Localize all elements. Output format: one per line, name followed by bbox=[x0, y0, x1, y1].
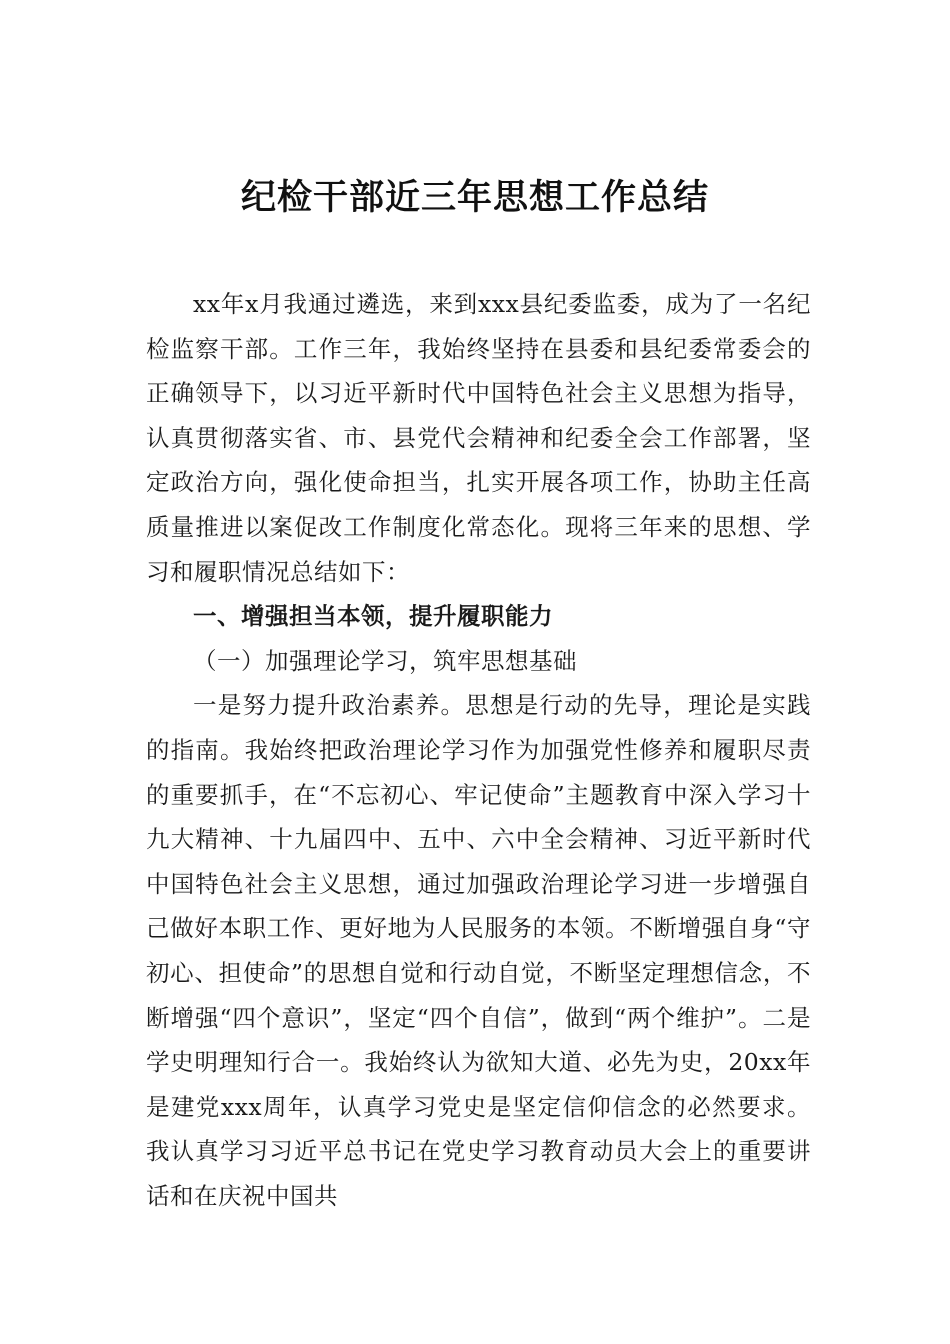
document-title: 纪检干部近三年思想工作总结 bbox=[240, 177, 709, 218]
document-body bbox=[146, 282, 811, 1218]
subsection-heading: （一）加强理论学习，筑牢思想基础 bbox=[193, 646, 577, 675]
intro-paragraph: xx年x月我通过遴选，来到xxx县纪委监委，成为了一名纪检监察干部。工作三年，我始终坚持在县委和县纪委常委会的正确领导下，以习近平新时代中国特色社会主义思想为指导，认真贯彻落实省、市、县党代会精神和纪委全会工作部署，坚定政治方向，强化使命担当，扎实开展各项工作，协助主任高质量推进以案促改工作制度化常态化。现将三年来的思想、学习和履职情况总结如下： bbox=[146, 290, 811, 586]
section-heading: 一、增强担当本领，提升履职能力 bbox=[193, 602, 553, 631]
body-paragraph: 一是努力提升政治素养。思想是行动的先导，理论是实践的指南。我始终把政治理论学习作为加强党性修养和履职尽责的重要抓手，在“不忘初心、牢记使命”主题教育中深入学习十九大精神、十九届四中、五中、六中全会精神、习近平新时代中国特色社会主义思想，通过加强政治理论学习进一步增强自己做好本职工作、更好地为人民服务的本领。不断增强自身“守初心、担使命”的思想自觉和行动自觉，不断坚定理想信念，不断增强“四个意识”，坚定“四个自信”，做到“两个维护”。二是学史明理知行合一。我始终认为欲知大道、必先为史，20xx年是建党xxx周年，认真学习党史是坚定信仰信念的必然要求。我认真学习习近平总书记在党史学习教育动员大会上的重要讲话和在庆祝中国共 bbox=[146, 691, 811, 1210]
